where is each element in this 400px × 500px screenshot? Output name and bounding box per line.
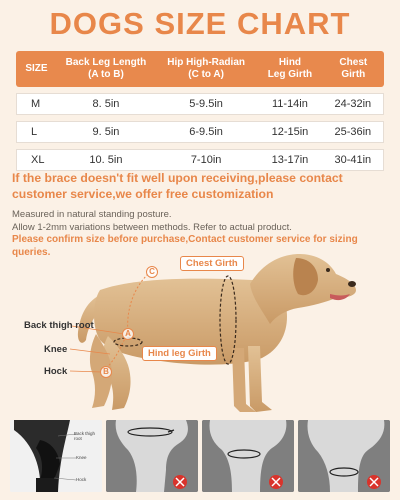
header-back-leg-length-text: Back Leg Length (A to B) [65,57,147,80]
cell-back-leg-length: 10. 5in [57,149,155,171]
header-chest-girth [323,51,384,87]
dog-leg-measure-icon [202,420,294,492]
cell-size: XL [16,149,57,171]
dog-leg-measure-icon [298,420,390,492]
cell-hind-leg-girth: 13-17in [257,149,322,171]
note-confirm-size: Please confirm size before purchase,Contact customer service for sizing queries. [12,234,358,258]
thumbnail-wrong-fit-1 [106,420,198,492]
cell-chest-girth: 25-36in [323,121,384,143]
cell-size: L [16,121,57,143]
cell-hip-high-radian: 7-10in [155,149,257,171]
thumbnail-correct-fit [10,420,102,492]
header-hind-leg-girth [257,51,322,87]
header-size: SIZE [16,51,57,87]
cell-chest-girth: 30-41in [323,149,384,171]
cell-hip-high-radian: 5-9.5in [155,93,257,115]
page-title: DOGS SIZE CHART [49,6,351,41]
dog-illustration [0,250,400,420]
thumbnail-knee-label: Knee [76,455,87,460]
header-back-leg-length [57,51,155,87]
cell-back-leg-length: 8. 5in [57,93,155,115]
cell-size: M [16,93,57,115]
table-row [16,149,384,171]
chest-girth-label: Chest Girth [180,256,244,271]
header-hip-high-radian-text: Hip High-Radian (C to A) [167,57,245,80]
cell-hind-leg-girth: 12-15in [257,121,322,143]
thumbnail-wrong-fit-2 [202,420,294,492]
table-row [16,93,384,115]
header-hip-high-radian [155,51,257,87]
header-hind-leg-girth-text: Hind Leg Girth [267,57,313,80]
size-chart-table [16,45,384,177]
point-a-marker: A [122,328,134,340]
cell-chest-girth: 24-32in [323,93,384,115]
table-header-row [16,51,384,87]
customization-warning: If the brace doesn't fit well upon receiving,please contact customer service,we offer free customization [12,171,343,201]
thumbnail-wrong-fit-3 [298,420,390,492]
cell-back-leg-length: 9. 5in [57,121,155,143]
fitting-examples [10,420,392,492]
table-row [16,121,384,143]
note-variations: Allow 1-2mm variations between methods. Refer to actual product. [12,221,292,233]
hind-leg-girth-label: Hind leg Girth [142,346,217,361]
back-thigh-root-label: Back thigh root [24,320,94,331]
cell-hip-high-radian: 6-9.5in [155,121,257,143]
cell-hind-leg-girth: 11-14in [257,93,322,115]
dog-measurement-diagram [0,250,400,420]
point-b-marker: B [100,366,112,378]
header-chest-girth-text: Chest Girth [339,57,368,80]
dog-leg-measure-icon [106,420,198,492]
point-c-marker: C [146,266,158,278]
thumbnail-back-thigh-root-label: Back thigh root [74,431,96,441]
thumbnail-hock-label: Hock [76,477,87,482]
hock-label: Hock [44,366,68,377]
note-standing-posture: Measured in natural standing posture. [12,209,172,220]
knee-label: Knee [44,344,68,355]
